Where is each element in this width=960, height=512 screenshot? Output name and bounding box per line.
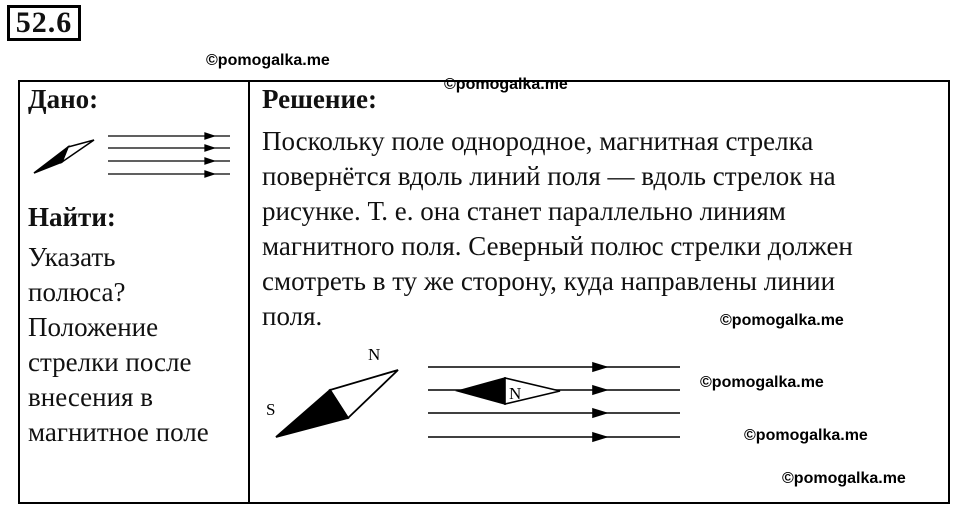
watermark: ©pomogalka.me	[206, 52, 330, 69]
find-heading: Найти:	[28, 202, 116, 232]
given-heading: Дано:	[28, 84, 99, 114]
find-line: полюса?	[28, 277, 126, 307]
find-line: Указать	[28, 242, 116, 272]
solution-line: смотреть в ту же сторону, куда направлены линии	[262, 266, 836, 296]
south-pole-label: S	[266, 400, 276, 419]
find-line: магнитное поле	[28, 417, 209, 447]
solution-line: повернётся вдоль линий поля — вдоль стрелок на	[262, 161, 836, 191]
solution-line: поля.	[262, 301, 323, 331]
find-line: стрелки после	[28, 347, 192, 377]
field-lines	[428, 363, 680, 441]
aligned-needle-south-half	[458, 378, 505, 404]
watermark: ©pomogalka.me	[444, 76, 568, 93]
aligned-north-label: N	[509, 384, 522, 403]
watermark: ©pomogalka.me	[782, 470, 906, 487]
north-pole-label: N	[368, 345, 381, 364]
solution-line: Поскольку поле однородное, магнитная стрелка	[262, 126, 814, 156]
watermark: ©pomogalka.me	[720, 312, 844, 329]
solution-line: магнитного поля. Северный полюс стрелки должен	[262, 231, 853, 261]
find-line: Положение	[28, 312, 159, 342]
watermark: ©pomogalka.me	[744, 427, 868, 444]
task-number: 52.6	[7, 5, 81, 41]
solution-line: рисунке. Т. е. она станет параллельно линиям	[262, 196, 786, 226]
watermark: ©pomogalka.me	[700, 374, 824, 391]
find-line: внесения в	[28, 382, 153, 412]
solution-heading: Решение:	[262, 84, 377, 114]
